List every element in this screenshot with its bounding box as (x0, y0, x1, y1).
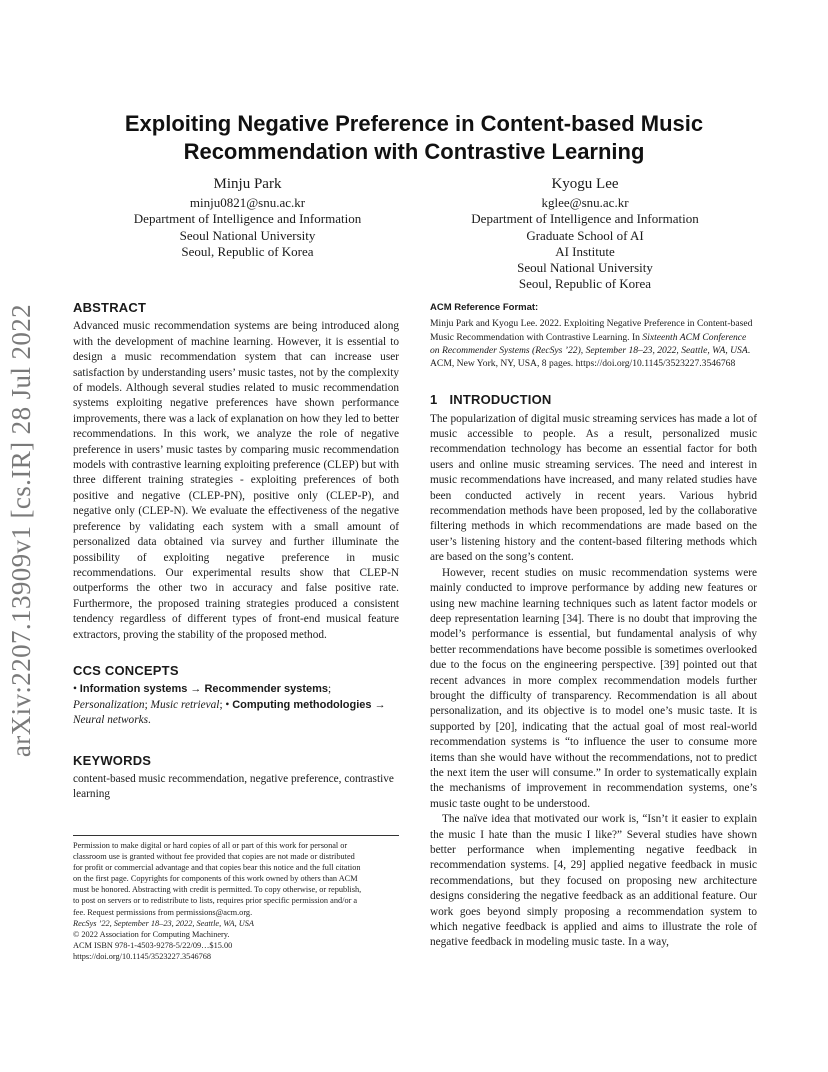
title-line-1: Exploiting Negative Preference in Content-based Music (124, 111, 704, 136)
footnote-copyright: © 2022 Association for Computing Machinery. (73, 929, 230, 939)
separator: ; (144, 698, 151, 711)
author-affiliation-line: Department of Intelligence and Information (133, 211, 362, 227)
footnote-line: on the first page. Copyrights for components of this work owned by others than ACM (73, 874, 358, 884)
introduction-heading (430, 392, 757, 407)
title-line-2: Recommendation with Contrastive Learning (183, 139, 645, 164)
author-name: Minju Park (213, 176, 282, 192)
footnote-line: to post on servers or to redistribute to lists, requires prior specific permission and/or a (73, 896, 358, 906)
footnote-doi[interactable]: https://doi.org/10.1145/3523227.3546768 (73, 951, 212, 961)
ccs-term: Music retrieval (150, 698, 220, 711)
abstract-text: Advanced music recommendation systems are being introduced along with the development of machine learning. However, it is essential to design a music recommendation system that can increase user satisfaction by understanding users’ music tastes, not by the complexity of models. Although several studies related to music recommendation systems exploiting negative preferences have shown performance improvements, there was a lack of explanation on how they led to better recommendations. In this work, we analyze the role of negative preference in users’ music tastes by comparing music recommendation models with contrastive learning exploiting preference (CLEP) but with three different training strategies - exploiting preferences of both positive and negative (CLEP-PN), positive only (CLEP-P), and negative only (CLEP-N). We evaluate the effectiveness of the negative preference by validating each system with a small amount of personalized data obtained via survey and further illuminate the possibility of exploiting negative preference in music recommendations. Our experimental results show that CLEP-N outperforms the other two in accuracy and false positive rate. Furthermore, the proposed training strategies produced a consistent tendency regardless of different types of front-end musical feature extractors, proving the stability of the proposed method. (73, 320, 399, 641)
footnote-line: fee. Request permissions from permissions@acm.org. (73, 907, 253, 917)
author-affiliation-line: Seoul, Republic of Korea (518, 276, 652, 292)
author-block-2 (440, 175, 730, 293)
bullet: • (225, 698, 230, 711)
intro-paragraph-2: However, recent studies on music recommendation systems were mainly conducted to improve performance by adding new features or using new machine learning techniques such as latent factor models or deep representation learning [34]. There is no doubt that improving the model’s performance is essential, but fundamental analysis of why better recommendations have become possible is sometimes overlooked due to the focus on the engineering perspective. [39] pointed out that recent advances in more complex recommendation models further brought the difficulty of transparency. Recommendation is all about personalization, and its objective is to model one’s music taste. It is supported by [20], indicating that the actual goal of most real-world recommendation systems is “to influence the user to consume more items than she would have without the recommendations, not to predict the next item the user will consume.” In order to systematically explain the mechanisms of improvement in recommendation systems, one’s music taste ought to be understood. (430, 566, 757, 810)
author-affiliation-line: Seoul National University (179, 227, 316, 243)
acm-reference-part: . ACM, New York, NY, USA, 8 pages. https://doi.org/10.1145/3523227.3546768 (430, 344, 751, 370)
ccs-heading: CCS CONCEPTS (73, 662, 179, 678)
footnote-line: Permission to make digital or hard copies of all or part of this work for personal or (73, 841, 348, 850)
author-affiliation-line: Seoul, Republic of Korea (181, 243, 314, 259)
permission-footnote (73, 840, 403, 962)
footnote-divider (73, 835, 399, 836)
acm-reference-heading: ACM Reference Format: (430, 302, 539, 313)
abstract-heading: ABSTRACT (73, 300, 147, 315)
footnote-line: classroom use is granted without fee provided that copies are not made or distributed (73, 852, 355, 862)
author-affiliation-line: AI Institute (555, 243, 615, 259)
footnote-venue (73, 918, 403, 929)
author-affiliation-line: Department of Intelligence and Information (471, 211, 699, 227)
separator: . (148, 714, 151, 727)
author-block-1 (110, 175, 385, 260)
ccs-term: Neural networks (73, 714, 148, 727)
ccs-term: Information systems → Recommender systems (79, 683, 328, 696)
section-title: INTRODUCTION (449, 392, 552, 408)
author-email[interactable]: minju0821@snu.ac.kr (189, 195, 306, 210)
ccs-term: Personalization (73, 698, 145, 711)
paper-title (90, 110, 738, 166)
keywords-heading: KEYWORDS (73, 752, 152, 768)
acm-reference-part: Minju Park and Kyogu Lee. 2022. Exploiting Negative Preference in Content-based Music Recommendation with Contrastive Learning. In (430, 318, 753, 343)
ccs-concepts (73, 682, 399, 728)
venue-text: RecSys ’22, September 18–23, 2022, Seattle, WA, USA (73, 918, 254, 928)
right-column (430, 300, 757, 951)
section-number: 1 (430, 392, 438, 408)
left-column (73, 300, 399, 803)
separator: ; (328, 683, 332, 696)
ccs-term: Computing methodologies → (232, 698, 386, 711)
arxiv-identifier-stamp (2, 300, 42, 760)
author-affiliation-line: Graduate School of AI (526, 227, 644, 243)
separator: ; (219, 698, 226, 711)
author-affiliation-line: Seoul National University (517, 260, 653, 276)
footnote-line: for profit or commercial advantage and that copies bear this notice and the full citation (73, 863, 361, 873)
footnote-isbn: ACM ISBN 978-1-4503-9278-5/22/09…$15.00 (73, 940, 233, 950)
intro-paragraph-3: The naïve idea that motivated our work is, “Isn’t it easier to explain the music I hate than the music I like?” Several studies have shown better performance when implementing negative feedback in recommendation systems. [4, 29] applied negative feedback in music recommendations, but they focused on proposing new architecture designs considering the negative feedback as an additional feature. Our work goes beyond simply proposing a recommendation system to which negative feedback is applied and aims to illustrate the role of negative feedback in modeling music taste. In a way, (430, 813, 757, 949)
author-email[interactable]: kglee@snu.ac.kr (541, 195, 629, 210)
acm-reference-text (430, 317, 757, 370)
arxiv-id-text: arXiv:2207.13909v1 [cs.IR] 28 Jul 2022 (6, 303, 37, 757)
intro-paragraph-1: The popularization of digital music streaming services has made a lot of music accessible to people. As a result, personalized music recommendation technology has become an essential factor for both users and online music streaming services. The need and interest in music recommendations have increased, and many related studies have been conducted actively in recent years. Various hybrid recommendation methods have been proposed, led by the collaborative filtering methods in which recommendations are made based on the user’s listening history and the content-based filtering methods which are based on the song’s content. (430, 412, 757, 564)
bullet: • (73, 683, 77, 696)
author-name: Kyogu Lee (551, 176, 619, 192)
footnote-line: must be honored. Abstracting with credit is permitted. To copy otherwise, or republish, (73, 885, 362, 895)
keywords-text: content-based music recommendation, negative preference, contrastive learning (73, 772, 394, 801)
acm-reference-venue: Sixteenth ACM Conference on Recommender Systems (RecSys ’22), September 18–23, 2022, Seattle, WA, USA (430, 331, 748, 356)
